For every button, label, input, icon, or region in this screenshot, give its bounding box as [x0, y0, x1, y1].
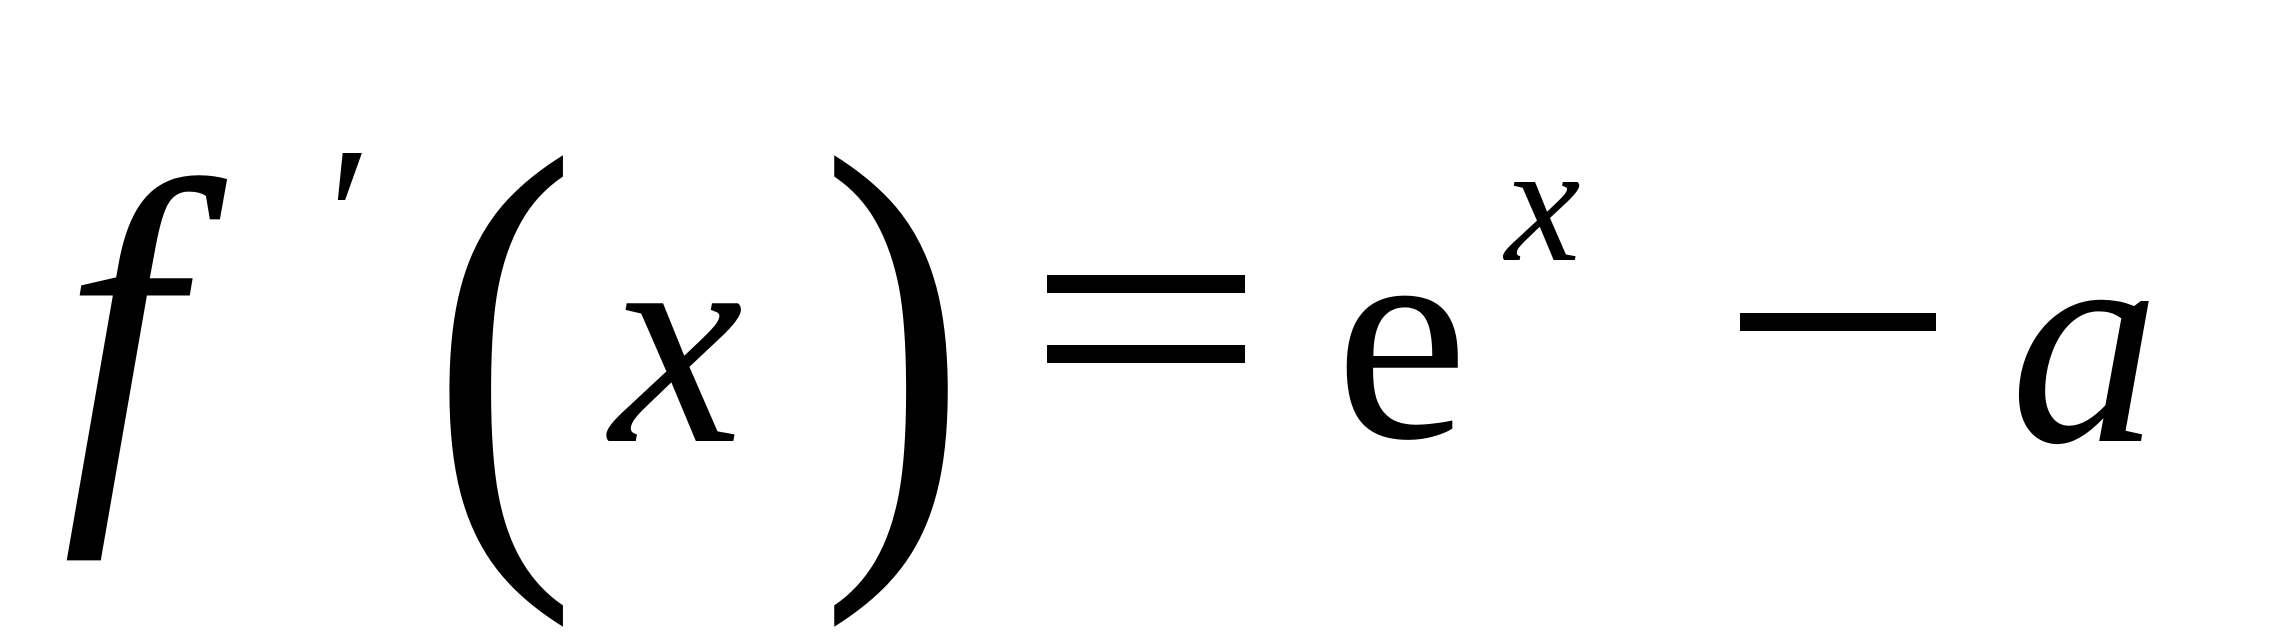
minus-sign [1740, 313, 1936, 331]
prime-symbol: ′ [328, 107, 372, 328]
euler-number-e: e [1335, 170, 1469, 502]
equals-sign-bottom-bar [1047, 345, 1245, 363]
equals-sign-top-bar [1047, 275, 1245, 293]
variable-a: a [2010, 174, 2160, 506]
right-parenthesis: ) [820, 54, 968, 629]
exponent-x: x [1505, 109, 1581, 297]
function-symbol-f: f [62, 97, 179, 562]
left-parenthesis: ( [430, 54, 578, 629]
variable-x: x [610, 174, 744, 506]
